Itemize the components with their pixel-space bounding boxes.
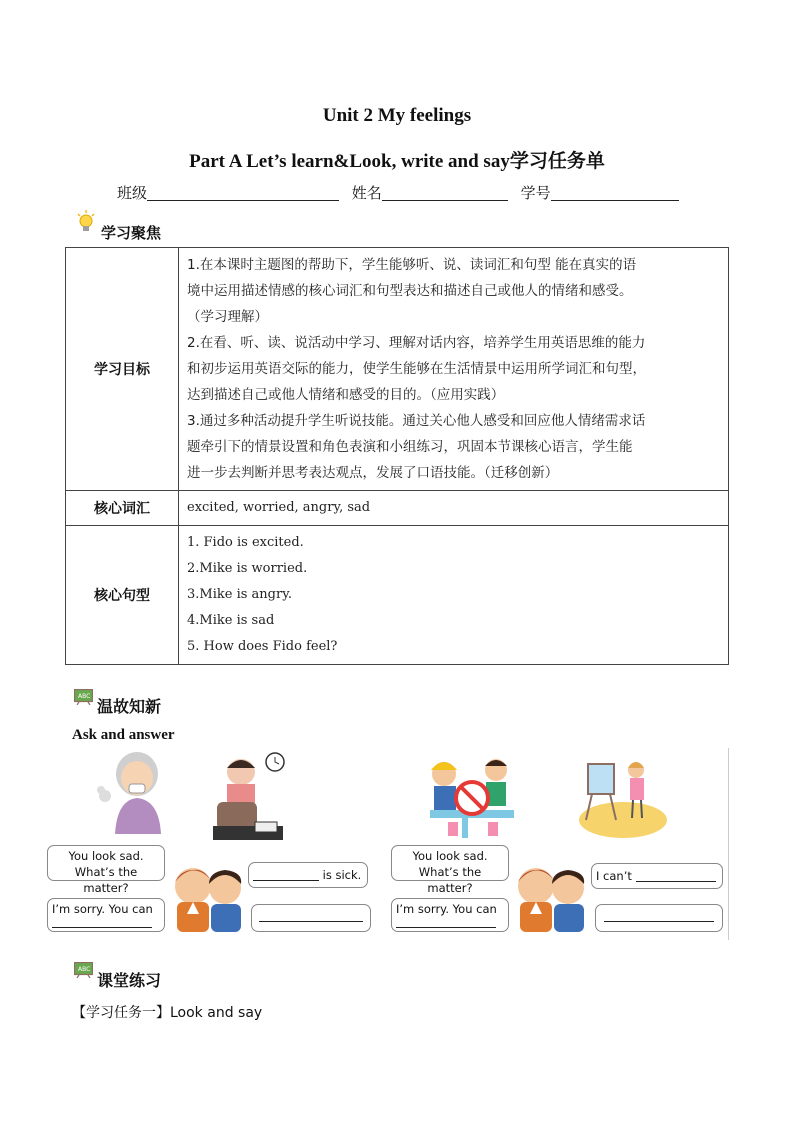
- blackboard-icon: [74, 689, 93, 705]
- grandma-illustration: [95, 748, 170, 834]
- answer-blank[interactable]: [396, 917, 496, 928]
- sentence-line: 5. How does Fido feel?: [187, 639, 338, 654]
- sentence-line: 1. Fido is excited.: [187, 535, 304, 550]
- girl-with-pot-illustration: [205, 750, 285, 842]
- two-kids-illustration: [165, 858, 249, 940]
- sentences-content: [179, 526, 729, 665]
- goal-line: 2.在看、听、读、说活动中学习、理解对话内容，培养学生用英语思维的能力: [187, 335, 646, 351]
- table-row: [66, 248, 729, 491]
- goal-line: 题牵引下的情景设置和角色表演和小组练习，巩固本节课核心语言，学生能: [187, 439, 633, 455]
- bubble-text: I can’t: [596, 869, 632, 883]
- two-kids-illustration: [508, 858, 592, 940]
- number-label: 学号: [520, 184, 551, 202]
- question-bubble: [391, 845, 509, 895]
- bubble-text: You look sad.: [412, 849, 488, 863]
- bubble-text: I’m sorry. You can: [396, 902, 497, 916]
- svg-text:ABC: ABC: [78, 693, 91, 700]
- blackboard-icon: [74, 962, 93, 978]
- learning-focus-table: [65, 247, 729, 665]
- table-row: [66, 526, 729, 665]
- goal-line: 境中运用描述情感的核心词汇和句型表达和描述自己或他人的情绪和感受。: [187, 283, 633, 299]
- review-heading: 温故知新: [97, 697, 162, 716]
- right-scene-illustration: [388, 748, 729, 940]
- student-info-line: [117, 182, 679, 203]
- answer-bubble: [591, 863, 723, 889]
- bubble-text: What’s the matter?: [418, 865, 482, 895]
- answer-blank[interactable]: [253, 868, 319, 881]
- vocab-content: [179, 491, 729, 526]
- answer-bubble: [248, 862, 368, 888]
- page-title: Unit 2 My feelings: [322, 105, 472, 126]
- bubble-text: What’s the matter?: [74, 865, 138, 895]
- vocab-label: 核心词汇: [66, 491, 179, 526]
- answer-blank[interactable]: [604, 907, 714, 922]
- goal-line: 3.通过多种活动提升学生听说技能。通过关心他人感受和回应他人情绪需求话: [187, 413, 646, 429]
- bubble-text: I’m sorry. You can: [52, 902, 153, 916]
- sorry-bubble: [391, 898, 509, 932]
- sorry-bubble: [47, 898, 165, 932]
- name-blank[interactable]: [382, 184, 508, 201]
- goal-line: 进一步去判断并思考表达观点，发展了口语技能。（迁移创新）: [187, 465, 559, 481]
- blank-bubble: [595, 904, 723, 932]
- practice-heading: 课堂练习: [97, 971, 162, 990]
- answer-blank[interactable]: [52, 917, 152, 928]
- question-bubble: [47, 845, 165, 895]
- blank-bubble: [251, 904, 371, 932]
- goal-line: 1.在本课时主题图的帮助下，学生能够听、说、读词汇和句型 能在真实的语: [187, 257, 637, 273]
- number-blank[interactable]: [551, 184, 679, 201]
- painting-girl-illustration: [578, 756, 668, 840]
- focus-heading: 学习聚焦: [101, 224, 162, 242]
- sentence-line: 3.Mike is angry.: [187, 587, 292, 602]
- goals-label: 学习目标: [66, 248, 179, 491]
- class-blank[interactable]: [147, 184, 339, 201]
- sentence-line: 4.Mike is sad: [187, 613, 275, 628]
- name-label: 姓名: [351, 184, 382, 202]
- lightbulb-icon: [76, 209, 96, 235]
- table-row: [66, 491, 729, 526]
- goal-line: （学习理解）: [187, 309, 268, 325]
- bubble-text: is sick.: [322, 868, 362, 882]
- goal-line: 和初步运用英语交际的能力，使学生能够在生活情景中运用所学词汇和句型，: [187, 361, 646, 377]
- sentence-line: 2.Mike is worried.: [187, 561, 308, 576]
- vocab-line: excited, worried, angry, sad: [187, 500, 371, 515]
- left-scene-illustration: [45, 748, 375, 940]
- ask-and-answer-instruction: Ask and answer: [72, 727, 175, 743]
- no-drawing-illustration: [422, 752, 522, 840]
- class-label: 班级: [117, 184, 148, 202]
- task-one-label: 【学习任务一】Look and say: [72, 1005, 263, 1021]
- goal-line: 达到描述自己或他人情绪和感受的目的。（应用实践）: [187, 387, 505, 403]
- answer-blank[interactable]: [259, 907, 363, 922]
- page-subtitle: Part A Let’s learn&Look, write and say学习任务单: [189, 151, 605, 172]
- bubble-text: You look sad.: [68, 849, 144, 863]
- svg-text:ABC: ABC: [78, 966, 91, 973]
- answer-blank[interactable]: [636, 869, 716, 882]
- sentences-label: 核心句型: [66, 526, 179, 665]
- goals-content: [179, 248, 729, 491]
